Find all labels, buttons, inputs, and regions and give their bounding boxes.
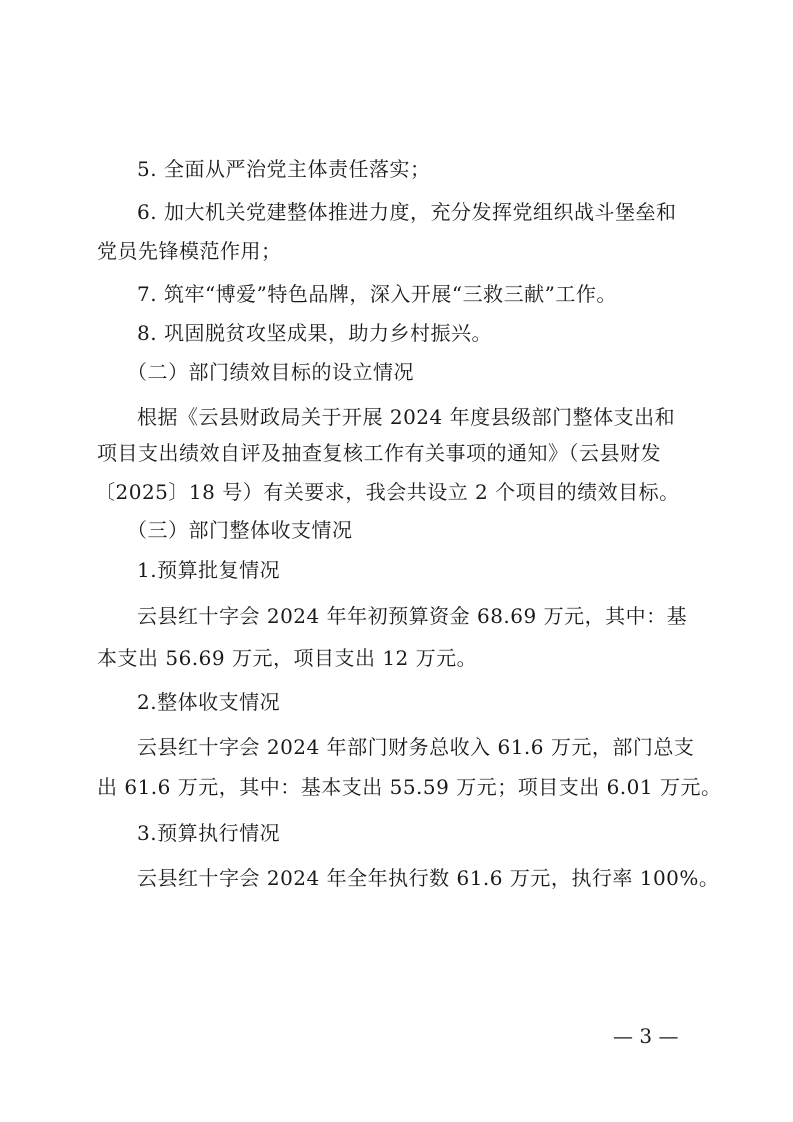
paragraph-line-18: 云县红十字会 2024 年全年执行数 61.6 万元，执行率 100%。 bbox=[137, 866, 720, 890]
subheading-3: 3.预算执行情况 bbox=[137, 821, 281, 845]
paragraph-line-16: 出 61.6 万元，其中：基本支出 55.59 万元；项目支出 6.01 万元。 bbox=[97, 775, 722, 799]
paragraph-line-4: 7. 筑牢“博爱”特色品牌，深入开展“三救三献”工作。 bbox=[137, 282, 617, 306]
subheading-1: 1.预算批复情况 bbox=[137, 558, 281, 582]
page-number: — 3 — bbox=[613, 1024, 679, 1048]
paragraph-line-1: 5. 全面从严治党主体责任落实； bbox=[137, 157, 431, 181]
paragraph-line-3: 党员先锋模范作用； bbox=[97, 239, 282, 263]
subheading-2: 2.整体收支情况 bbox=[137, 690, 281, 714]
paragraph-line-12: 云县红十字会 2024 年年初预算资金 68.69 万元，其中：基 bbox=[137, 604, 688, 628]
paragraph-line-13: 本支出 56.69 万元，项目支出 12 万元。 bbox=[97, 646, 478, 670]
section-heading-2: （二）部门绩效目标的设立情况 bbox=[127, 360, 414, 384]
paragraph-line-7: 根据《云县财政局关于开展 2024 年度县级部门整体支出和 bbox=[137, 405, 676, 429]
paragraph-line-2: 6. 加大机关党建整体推进力度，充分发挥党组织战斗堡垒和 bbox=[137, 200, 677, 224]
paragraph-line-8: 项目支出绩效自评及抽查复核工作有关事项的通知》（云县财发 bbox=[97, 441, 661, 465]
paragraph-line-5: 8. 巩固脱贫攻坚成果，助力乡村振兴。 bbox=[137, 321, 492, 345]
paragraph-line-15: 云县红十字会 2024 年部门财务总收入 61.6 万元，部门总支 bbox=[137, 735, 695, 759]
section-heading-3: （三）部门整体收支情况 bbox=[127, 518, 353, 542]
paragraph-line-9: 〔2025〕18 号）有关要求，我会共设立 2 个项目的绩效目标。 bbox=[95, 480, 680, 504]
